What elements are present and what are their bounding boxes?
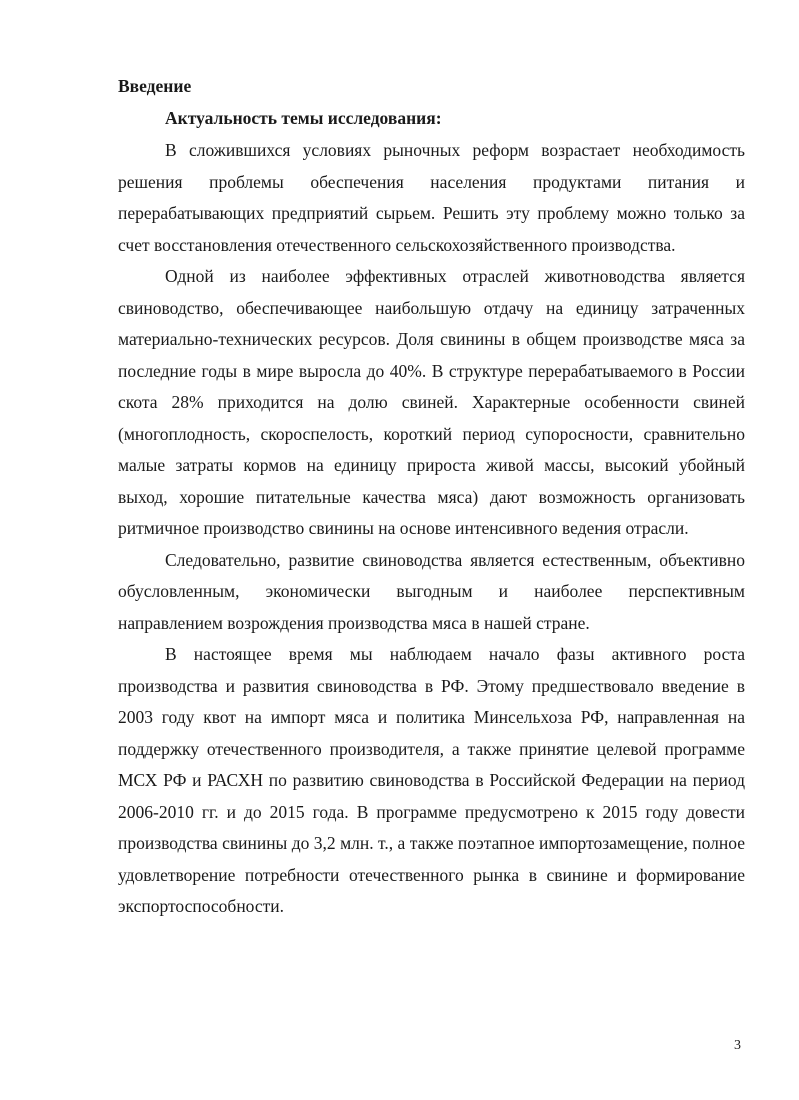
page-number: 3: [734, 1038, 741, 1053]
paragraph: Одной из наиболее эффективных отраслей животноводства является свиноводство, обеспечивающее наибольшую отдачу на единицу затраченных материально-технических ресурсов. Доля свинины в общем производстве мяса за последние годы в мире выросла до 40%. В структуре перерабатываемого в России скота 28% приходится на долю свиней. Характерные особенности свиней (многоплодность, скороспелость, короткий период супоросности, сравнительно малые затраты кормов на единицу прироста живой массы, высокий убойный выход, хорошие питательные качества мяса) дают возможность организовать ритмичное производство свинины на основе интенсивного ведения отрасли.: [118, 266, 745, 538]
section-title: Введение: [118, 76, 192, 96]
paragraph: В настоящее время мы наблюдаем начало фазы активного роста производства и развития свиноводства в РФ. Этому предшествовало введение в 2003 году квот на импорт мяса и политика Минсельхоза РФ, направленная на поддержку отечественного производителя, а также принятие целевой программе МСХ РФ и РАСХН по развитию свиноводства в Российской Федерации на период 2006-2010 гг. и до 2015 года. В программе предусмотрено к 2015 году довести производства свинины до 3,2 млн. т., а также поэтапное импортозамещение, полное удовлетворение потребности отечественного рынка в свинине и формирование экспортоспособности.: [118, 644, 745, 916]
paragraph: В сложившихся условиях рыночных реформ возрастает необходимость решения проблемы обеспечения населения продуктами питания и перерабатывающих предприятий сырьем. Решить эту проблему можно только за счет восстановления отечественного сельскохозяйственного производства.: [118, 140, 745, 255]
body-text: [118, 135, 745, 923]
paragraph: Следовательно, развитие свиноводства является естественным, объективно обусловленным, экономически выгодным и наиболее перспективным направлением возрождения производства мяса в нашей стране.: [118, 549, 745, 633]
subsection-title: Актуальность темы исследования:: [165, 108, 442, 128]
